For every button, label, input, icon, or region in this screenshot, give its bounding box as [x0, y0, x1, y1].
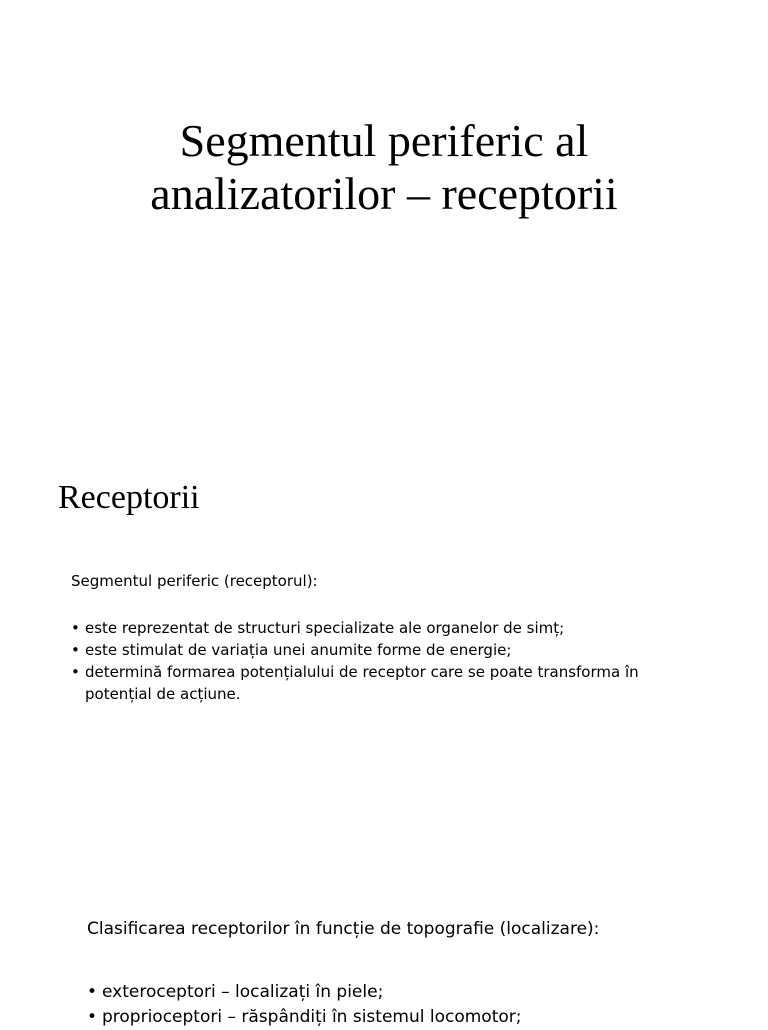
list-item-text: exteroceptori – localizați în piele; [102, 982, 384, 1002]
classification-intro-text: Clasificarea receptorilor în funcție de topografie (localizare): [87, 919, 600, 939]
list-item [71, 639, 691, 661]
bullet-icon: • [87, 982, 98, 1002]
bullet-icon: • [71, 641, 80, 659]
bullet-icon: • [71, 619, 80, 637]
receptor-bullet-list [71, 617, 691, 705]
list-item [71, 617, 691, 639]
receptor-intro-text: Segmentul periferic (receptorul): [71, 572, 318, 590]
list-item [87, 1005, 727, 1030]
bullet-icon: • [71, 663, 80, 681]
classification-bullet-list [87, 980, 727, 1030]
list-item [71, 661, 691, 705]
list-item [87, 980, 727, 1005]
slide-title [0, 114, 768, 220]
slide-title-line-1: Segmentul periferic al [179, 115, 589, 166]
bullet-icon: • [87, 1007, 98, 1027]
section-heading: Receptorii [58, 479, 200, 516]
slide-title-line-2: analizatorilor – receptorii [150, 168, 618, 219]
list-item-text: proprioceptori – răspândiți în sistemul locomotor; [102, 1007, 522, 1027]
list-item-text: este stimulat de variația unei anumite forme de energie; [85, 641, 512, 659]
list-item-text: este reprezentat de structuri specializate ale organelor de simț; [85, 619, 565, 637]
list-item-text: determină formarea potențialului de receptor care se poate transforma în potențial de acțiune. [85, 663, 639, 703]
